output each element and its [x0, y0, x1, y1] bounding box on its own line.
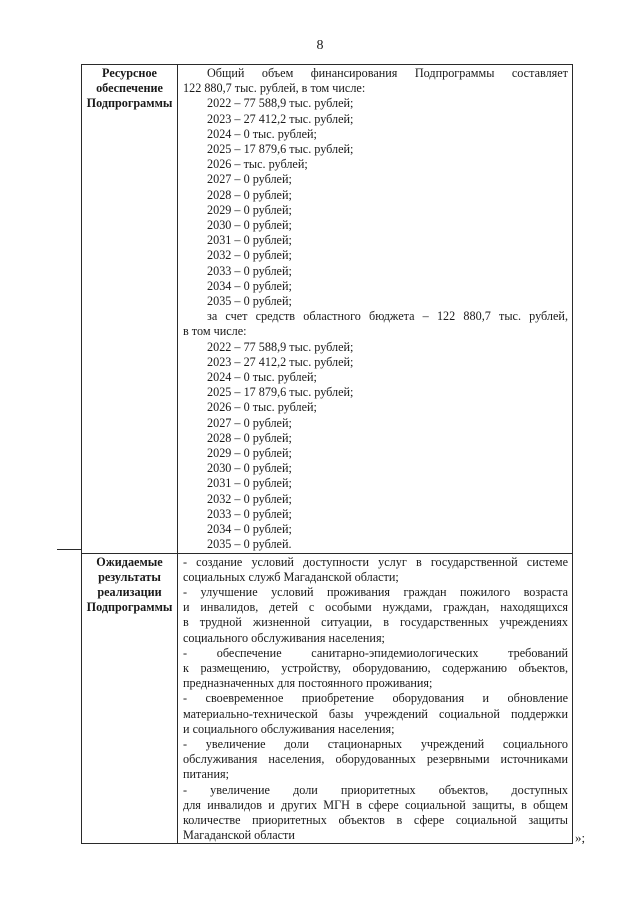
total-year-line: 2024 – 0 тыс. рублей; [207, 126, 317, 141]
regional-year-line: 2030 – 0 рублей; [207, 461, 292, 476]
total-year-line: 2022 – 77 588,9 тыс. рублей; [207, 96, 354, 111]
resource-label-line: Ресурсное [102, 66, 157, 80]
expected-result-line: - создание условий доступности услуг в государственной системе [183, 554, 568, 569]
regional-year-line: 2026 – 0 тыс. рублей; [207, 400, 317, 415]
expected-result-line: - улучшение условий проживания граждан пожилого возраста [183, 584, 568, 599]
regional-funding-line: в том числе: [183, 324, 247, 339]
resource-label-line: Подпрограммы [86, 96, 173, 111]
regional-funding-line: за счет средств областного бюджета – 122 880,7 тыс. рублей, [207, 309, 568, 324]
expected-label-line: Ожидаемые [96, 554, 163, 569]
resource-label-line: обеспечение [96, 81, 163, 96]
expected-result-line: - обеспечение санитарно-эпидемиологических требований [183, 645, 568, 660]
total-year-line: 2032 – 0 рублей; [207, 248, 292, 263]
total-year-line: 2035 – 0 рублей; [207, 294, 292, 309]
regional-years-list [183, 340, 568, 553]
expected-result-line: и инвалидов, детей с особыми нуждами, граждан, находящихся [183, 600, 568, 615]
expected-result-item [183, 737, 568, 783]
expected-label-cell [82, 553, 178, 844]
total-year-line: 2030 – 0 рублей; [207, 218, 292, 233]
regional-year-line: 2022 – 77 588,9 тыс. рублей; [207, 339, 354, 354]
expected-result-line: предназначенных для постоянного проживания; [183, 676, 433, 691]
expected-result-line: питания; [183, 767, 229, 782]
total-year-line: 2028 – 0 рублей; [207, 187, 292, 202]
expected-result-line: к размещению, устройству, оборудованию, содержанию объектов, [183, 660, 568, 675]
expected-result-line: материально-технической базы учреждений социальной поддержки [183, 706, 568, 721]
expected-result-line: обслуживания населения, оборудованных резервными источниками [183, 752, 568, 767]
expected-result-item [183, 646, 568, 692]
closing-quote-mark: »; [575, 830, 586, 845]
expected-result-line: Магаданской области [183, 828, 295, 843]
regional-year-line: 2023 – 27 412,2 тыс. рублей; [207, 354, 354, 369]
table-divider-stub [57, 549, 81, 550]
total-years-list [183, 96, 568, 309]
expected-result-item [183, 585, 568, 646]
total-year-line: 2025 – 17 879,6 тыс. рублей; [207, 142, 354, 157]
resource-content-cell [178, 65, 573, 554]
expected-label-line: реализации [97, 584, 162, 599]
regional-year-line: 2029 – 0 рублей; [207, 446, 292, 461]
expected-result-line: - увеличение доли приоритетных объектов, доступных [183, 782, 568, 797]
expected-result-line: количестве приоритетных объектов в сфере социальной защиты [183, 812, 568, 827]
expected-results-list [183, 555, 568, 844]
regional-year-line: 2034 – 0 рублей; [207, 522, 292, 537]
resource-label-cell [82, 65, 178, 554]
regional-year-line: 2033 – 0 рублей; [207, 506, 292, 521]
total-year-line: 2031 – 0 рублей; [207, 233, 292, 248]
expected-result-item [183, 783, 568, 844]
page-number: 8 [316, 38, 324, 53]
total-year-line: 2026 – тыс. рублей; [207, 157, 308, 172]
regional-year-line: 2031 – 0 рублей; [207, 476, 292, 491]
total-year-line: 2034 – 0 рублей; [207, 278, 292, 293]
total-funding-line: 122 880,7 тыс. рублей, в том числе: [183, 81, 366, 96]
expected-result-line: - своевременное приобретение оборудования и обновление [183, 691, 568, 706]
expected-content-cell [178, 553, 573, 844]
expected-result-line: - увеличение доли стационарных учреждений социального [183, 736, 568, 751]
expected-label-line: результаты [98, 569, 161, 584]
expected-label-line: Подпрограммы [86, 600, 173, 615]
expected-result-line: в трудной жизненной ситуации, в государственных учреждениях [183, 615, 568, 630]
expected-result-line: для инвалидов и других МГН в сфере социальной защиты, в общем [183, 797, 568, 812]
expected-result-item [183, 555, 568, 585]
expected-result-item [183, 691, 568, 737]
expected-results-row [82, 553, 573, 844]
total-year-line: 2033 – 0 рублей; [207, 263, 292, 278]
total-funding-line: Общий объем финансирования Подпрограммы составляет [207, 66, 568, 80]
regional-year-line: 2027 – 0 рублей; [207, 415, 292, 430]
resource-row [82, 65, 573, 554]
expected-result-line: социальных служб Магаданской области; [183, 569, 399, 584]
regional-year-line: 2025 – 17 879,6 тыс. рублей; [207, 385, 354, 400]
regional-year-line: 2035 – 0 рублей. [207, 537, 292, 552]
expected-result-line: и социального обслуживания населения; [183, 721, 395, 736]
subprogram-passport-table [81, 64, 573, 844]
regional-year-line: 2032 – 0 рублей; [207, 491, 292, 506]
total-year-line: 2027 – 0 рублей; [207, 172, 292, 187]
total-year-line: 2029 – 0 рублей; [207, 202, 292, 217]
regional-year-line: 2024 – 0 тыс. рублей; [207, 370, 317, 385]
total-year-line: 2023 – 27 412,2 тыс. рублей; [207, 111, 354, 126]
regional-year-line: 2028 – 0 рублей; [207, 430, 292, 445]
expected-result-line: социального обслуживания населения; [183, 630, 385, 645]
